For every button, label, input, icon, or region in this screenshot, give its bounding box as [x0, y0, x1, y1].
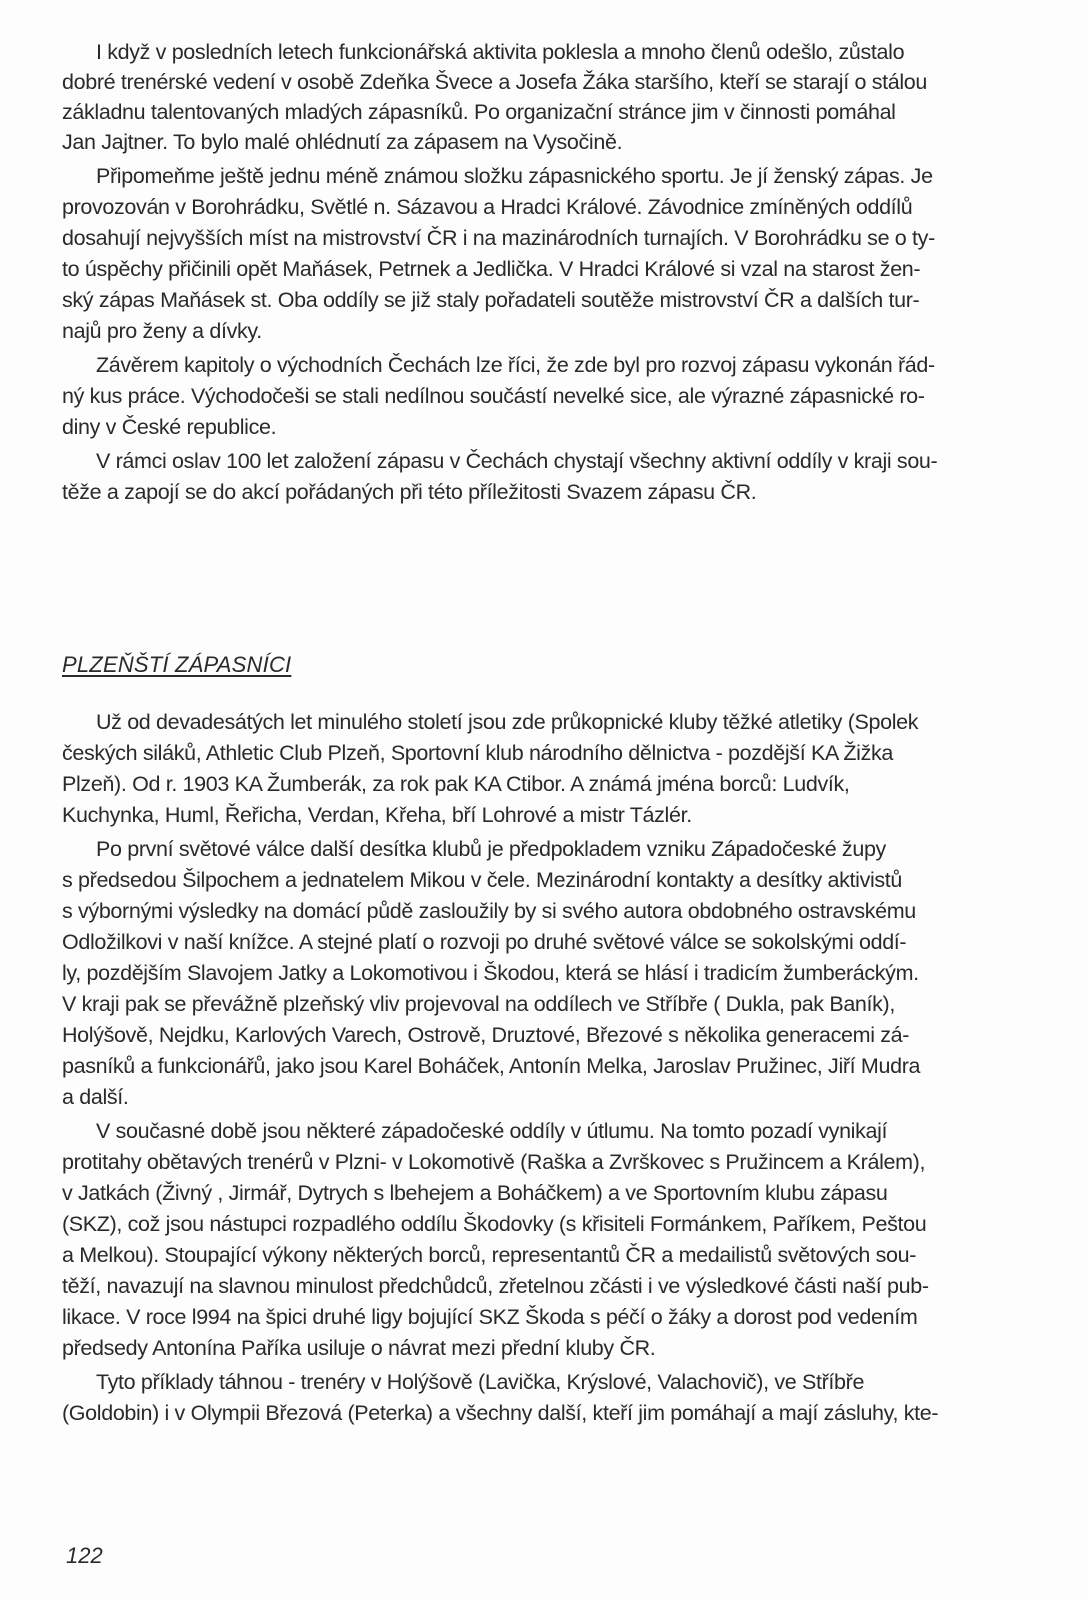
text-line: těže a zapojí se do akcí pořádaných při této příležitosti Svazem zápasu ČR.	[62, 480, 757, 504]
text-line: provozován v Borohrádku, Světlé n. Sázavou a Hradci Králové. Závodnice zmíněných oddílů	[62, 195, 913, 219]
text-line: a další.	[62, 1085, 129, 1109]
text-line: Kuchynka, Huml, Řeřicha, Verdan, Křeha, bří Lohrové a mistr Tázlér.	[62, 803, 692, 827]
text-line: likace. V roce l994 na špici druhé ligy bojující SKZ Škoda s péčí o žáky a dorost pod vedením	[62, 1305, 918, 1329]
text-line: protitahy obětavých trenérů v Plzni- v Lokomotivě (Raška a Zvrškovec s Pružincem a Králem),	[62, 1150, 926, 1174]
text-line: Jan Jajtner. To bylo malé ohlédnutí za zápasem na Vysočině.	[62, 130, 623, 154]
text-line: Tyto příklady táhnou - trenéry v Holýšově (Lavička, Krýslové, Valachovič), ve Stříbře	[96, 1370, 865, 1394]
text-line: najů pro ženy a dívky.	[62, 319, 262, 343]
text-line: Připomeňme ještě jednu méně známou složku zápasnického sportu. Je jí ženský zápas. Je	[96, 164, 933, 188]
text-line: Už od devadesátých let minulého století jsou zde průkopnické kluby těžké atletiky (Spolek	[96, 710, 919, 734]
text-line: I když v posledních letech funkcionářská aktivita poklesla a mnoho členů odešlo, zůstalo	[96, 40, 905, 64]
text-line: těží, navazují na slavnou minulost předchůdců, zřetelnou zčásti i ve výsledkové části naší pub-	[62, 1274, 929, 1298]
text-line: Po první světové válce další desítka klubů je předpokladem vzniku Západočeské župy	[96, 837, 886, 861]
text-line: (SKZ), což jsou nástupci rozpadlého oddílu Škodovky (s křisiteli Formánkem, Paříkem, Peštou	[62, 1212, 927, 1236]
text-line: (Goldobin) i v Olympii Březová (Peterka) a všechny další, kteří jim pomáhají a mají zásluhy, kte-	[62, 1401, 939, 1425]
text-line: ský zápas Maňásek st. Oba oddíly se již staly pořadateli soutěže mistrovství ČR a dalších tur-	[62, 288, 920, 312]
text-line: dobré trenérské vedení v osobě Zdeňka Švece a Josefa Žáka staršího, kteří se starají o stálou	[62, 70, 927, 94]
text-line: českých siláků, Athletic Club Plzeň, Sportovní klub národního dělnictva - pozdější KA Žižka	[62, 741, 893, 765]
text-line: v Jatkách (Živný , Jirmář, Dytrych s lbehejem a Boháčkem) a ve Sportovním klubu zápasu	[62, 1181, 888, 1205]
text-line: diny v České republice.	[62, 415, 277, 439]
text-line: dosahují nejvyšších míst na mistrovství ČR i na mazinárodních turnajích. V Borohrádku se o ty-	[62, 226, 935, 250]
text-line: a Melkou). Stoupající výkony některých borců, representantů ČR a medailistů světových sou-	[62, 1243, 917, 1267]
text-line: ly, pozdějším Slavojem Jatky a Lokomotivou i Škodou, která se hlásí i tradicím žumberáckým.	[62, 961, 919, 985]
text-line: Holýšově, Nejdku, Karlových Varech, Ostrově, Druztové, Březové s několika generacemi zá-	[62, 1023, 910, 1047]
text-line: s předsedou Šilpochem a jednatelem Mikou v čele. Mezinárodní kontakty a desítky aktivistů	[62, 868, 903, 892]
text-line: V rámci oslav 100 let založení zápasu v Čechách chystají všechny aktivní oddíly v kraji sou-	[96, 449, 938, 473]
section-heading: PLZEŇŠTÍ ZÁPASNÍCI	[62, 652, 292, 677]
text-line: předsedy Antonína Paříka usiluje o návrat mezi přední kluby ČR.	[62, 1336, 656, 1360]
text-line: pasníků a funkcionářů, jako jsou Karel Boháček, Antonín Melka, Jaroslav Pružinec, Jiří Mudra	[62, 1054, 921, 1078]
page-number: 122	[66, 1543, 103, 1568]
text-line: Závěrem kapitoly o východních Čechách lze říci, že zde byl pro rozvoj zápasu vykonán řád-	[96, 353, 935, 377]
text-line: Plzeň). Od r. 1903 KA Žumberák, za rok pak KA Ctibor. A známá jména borců: Ludvík,	[62, 772, 850, 796]
text-line: s výbornými výsledky na domácí půdě zasloužily by si svého autora obdobného ostravskému	[62, 899, 916, 923]
text-line: V současné době jsou některé západočeské oddíly v útlumu. Na tomto pozadí vynikají	[96, 1119, 888, 1143]
text-line: to úspěchy přičinili opět Maňásek, Petrnek a Jedlička. V Hradci Králové si vzal na starost žen-	[62, 257, 921, 281]
text-line: ný kus práce. Východočeši se stali nedílnou součástí nevelké sice, ale výrazné zápasnické ro-	[62, 384, 925, 408]
text-line: základnu talentovaných mladých zápasníků. Po organizační stránce jim v činnosti pomáhal	[62, 100, 896, 124]
text-line: Odložilkovi v naší knížce. A stejné platí o rozvoji po druhé světové válce se sokolskými oddí-	[62, 930, 907, 954]
text-line: V kraji pak se převážně plzeňský vliv projevoval na oddílech ve Stříbře ( Dukla, pak Baník),	[62, 992, 895, 1016]
